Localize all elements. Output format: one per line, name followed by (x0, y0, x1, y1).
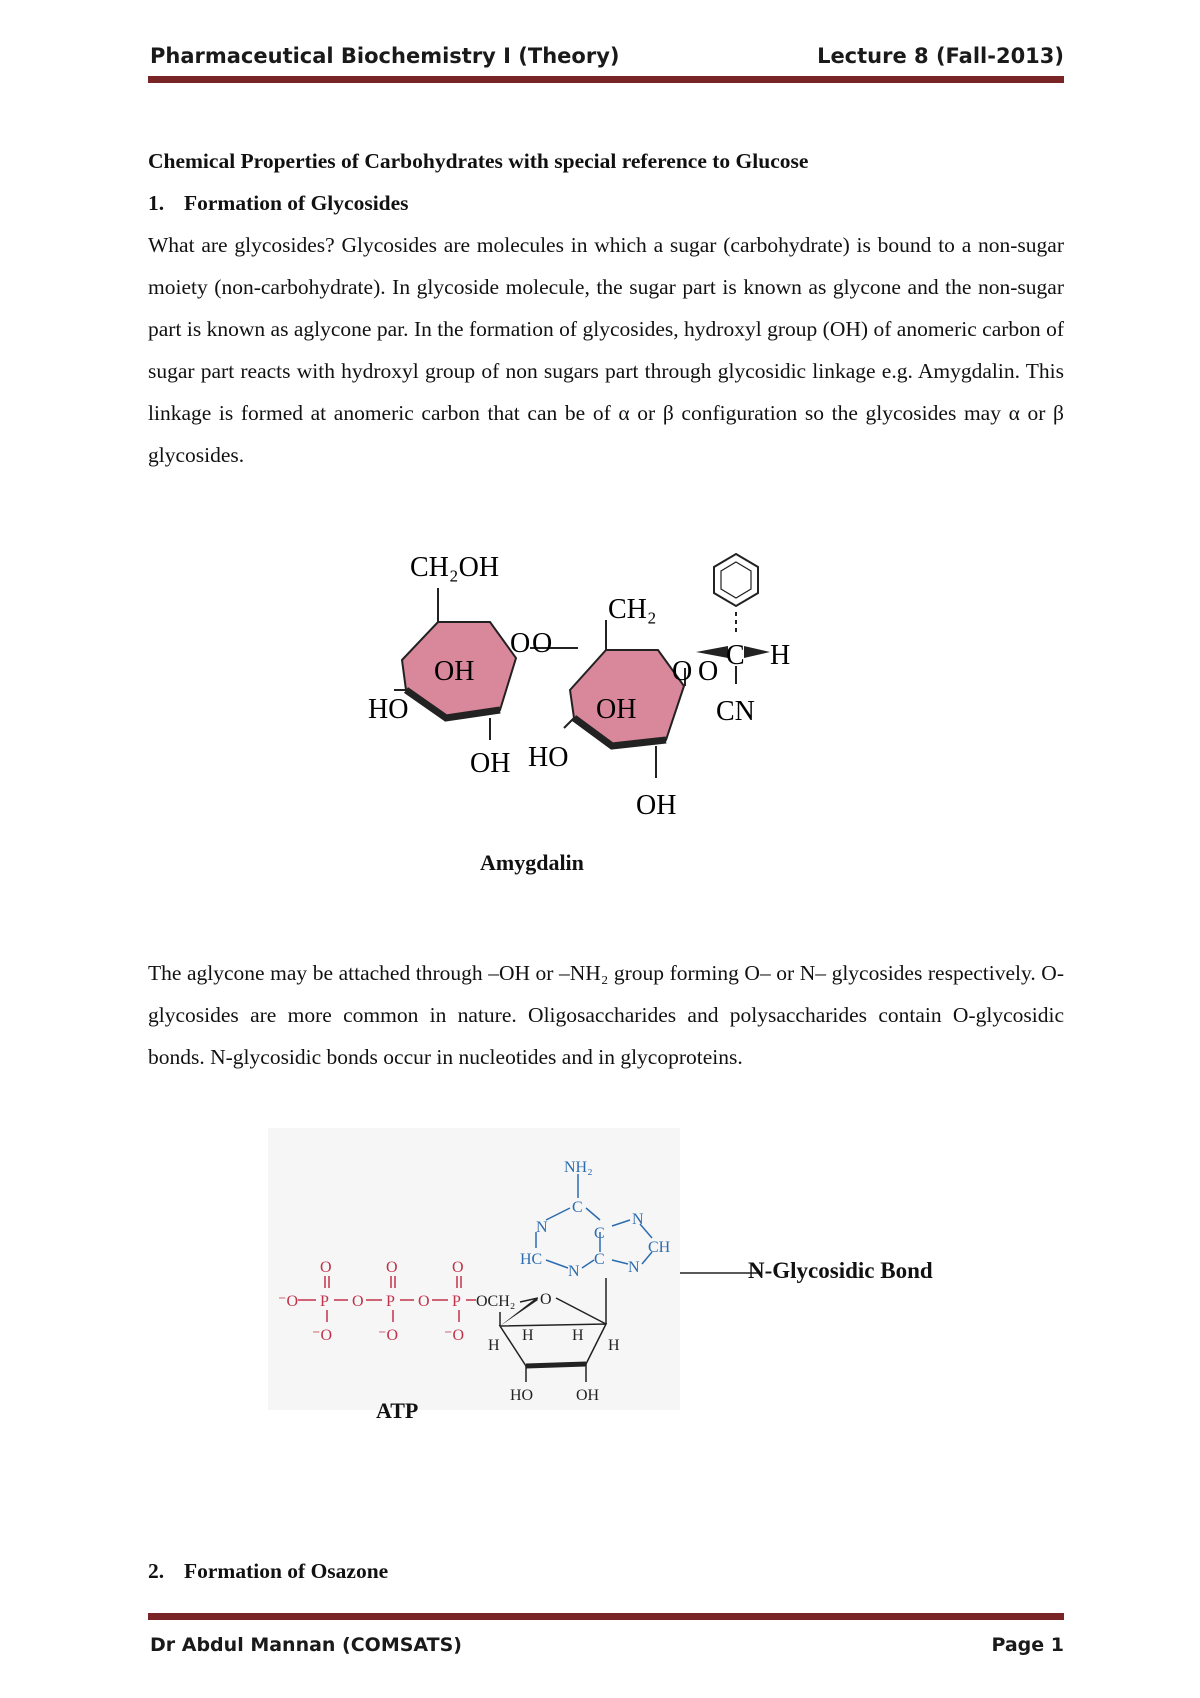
label-ch2: CH₂ (608, 594, 657, 625)
atp-label-h1: H (488, 1337, 500, 1354)
atp-label-hc: HC (520, 1251, 543, 1268)
atp-label-mo3: ⁻O (444, 1327, 464, 1344)
atp-label-bridge-o2: O (418, 1293, 430, 1310)
atp-label-n1: N (536, 1219, 548, 1236)
adenine-group (520, 1159, 671, 1280)
atp-label-p3: P (452, 1293, 461, 1310)
label-oh-bottom1: OH (470, 748, 511, 779)
atp-label-h2: H (522, 1327, 534, 1344)
atp-label-o-ring: O (540, 1291, 552, 1308)
label-cn: CN (716, 696, 755, 727)
phenyl-inner (721, 562, 751, 598)
atp-label-h3: H (572, 1327, 584, 1344)
label-h: H (770, 640, 791, 671)
section-title: Chemical Properties of Carbohydrates with special reference to Glucose (148, 149, 809, 173)
atp-label-ho: HO (510, 1387, 534, 1404)
label-o-ring2: O (672, 656, 693, 687)
aglycone-paragraph: The aglycone may be attached through –OH or –NH₂ group forming O– or N– glycosides respectively. O-glycosides are more common in nature. Oligosaccharides and polysaccharides contain O-glycosidic bonds. N-glycosidic bonds occur in nucleotides and in glycoproteins. (148, 961, 1064, 1069)
atp-label-o1: O (320, 1259, 332, 1276)
header-course-title: Pharmaceutical Biochemistry I (Theory) (150, 44, 620, 68)
item2-heading (148, 1550, 1064, 1592)
atp-structure-panel (268, 1128, 680, 1410)
atp-label-o3: O (452, 1259, 464, 1276)
atp-label-n4: N (628, 1259, 640, 1276)
amygdalin-caption: Amygdalin (480, 850, 584, 875)
item1-heading (148, 182, 1064, 224)
item2-number: 2. (148, 1559, 165, 1583)
atp-label-mo1: ⁻O (312, 1327, 332, 1344)
atp-label-minus-o: ⁻O (278, 1293, 298, 1310)
phosphate-group (278, 1259, 476, 1344)
label-ho-ring2: HO (528, 742, 569, 773)
label-oh-ring1: OH (434, 656, 475, 687)
label-o-ring1: O (510, 628, 531, 659)
atp-label-nh2: NH₂ (564, 1159, 593, 1176)
atp-label-c1: C (572, 1199, 583, 1216)
label-o-aglycone: O (698, 656, 719, 687)
atp-label-c3: C (594, 1251, 605, 1268)
atp-label-o2: O (386, 1259, 398, 1276)
main-text-middle (148, 952, 1064, 1078)
atp-label-c2: C (594, 1225, 605, 1242)
label-o-link: O (532, 628, 553, 659)
atp-label-n3: N (568, 1263, 580, 1280)
label-c: C (726, 640, 745, 671)
atp-label-ch: CH (648, 1239, 671, 1256)
atp-label-bridge-o1: O (352, 1293, 364, 1310)
item1-title: Formation of Glycosides (184, 191, 409, 215)
footer-page-number: Page 1 (991, 1634, 1064, 1656)
atp-structure (268, 1128, 680, 1410)
atp-label-och2: OCH₂ (476, 1293, 516, 1310)
label-ho-ring1: HO (368, 694, 409, 725)
wedge-bond-right (744, 646, 770, 658)
atp-label-h4: H (608, 1337, 620, 1354)
label-oh-ring2: OH (596, 694, 637, 725)
atp-label-p1: P (320, 1293, 329, 1310)
footer-rule (148, 1613, 1064, 1620)
ho-bond-2 (564, 718, 574, 728)
item2-title: Formation of Osazone (184, 1559, 389, 1583)
header-lecture: Lecture 8 (Fall-2013) (817, 44, 1064, 68)
ribose-group (476, 1278, 620, 1404)
atp-caption: ATP (376, 1398, 419, 1423)
label-oh-bottom2: OH (636, 790, 677, 821)
atp-label-mo2: ⁻O (378, 1327, 398, 1344)
atp-label-oh: OH (576, 1387, 600, 1404)
amygdalin-structure (360, 540, 840, 885)
glycoside-paragraph: What are glycosides? Glycosides are molecules in which a sugar (carbohydrate) is bound to a non-sugar moiety (non-carbohydrate). In glycoside molecule, the sugar part is known as glycone and the non-sugar part is known as aglycone par. In the formation of glycosides, hydroxyl group (OH) of anomeric carbon of sugar part reacts with hydroxyl group of non sugars part through glycosidic linkage e.g. Amygdalin. This linkage is formed at anomeric carbon that can be of α or β configuration so the glycosides may α or β glycosides. (148, 233, 1064, 467)
atp-label-p2: P (386, 1293, 395, 1310)
footer-author: Dr Abdul Mannan (COMSATS) (150, 1634, 462, 1656)
main-text-bottom (148, 1550, 1064, 1592)
main-text-top (148, 140, 1064, 476)
label-ch2oh: CH₂OH (410, 552, 500, 583)
header-rule (148, 76, 1064, 83)
atp-label-n2: N (632, 1211, 644, 1228)
n-glycosidic-bond-label: N-Glycosidic Bond (748, 1258, 933, 1283)
item1-number: 1. (148, 191, 165, 215)
